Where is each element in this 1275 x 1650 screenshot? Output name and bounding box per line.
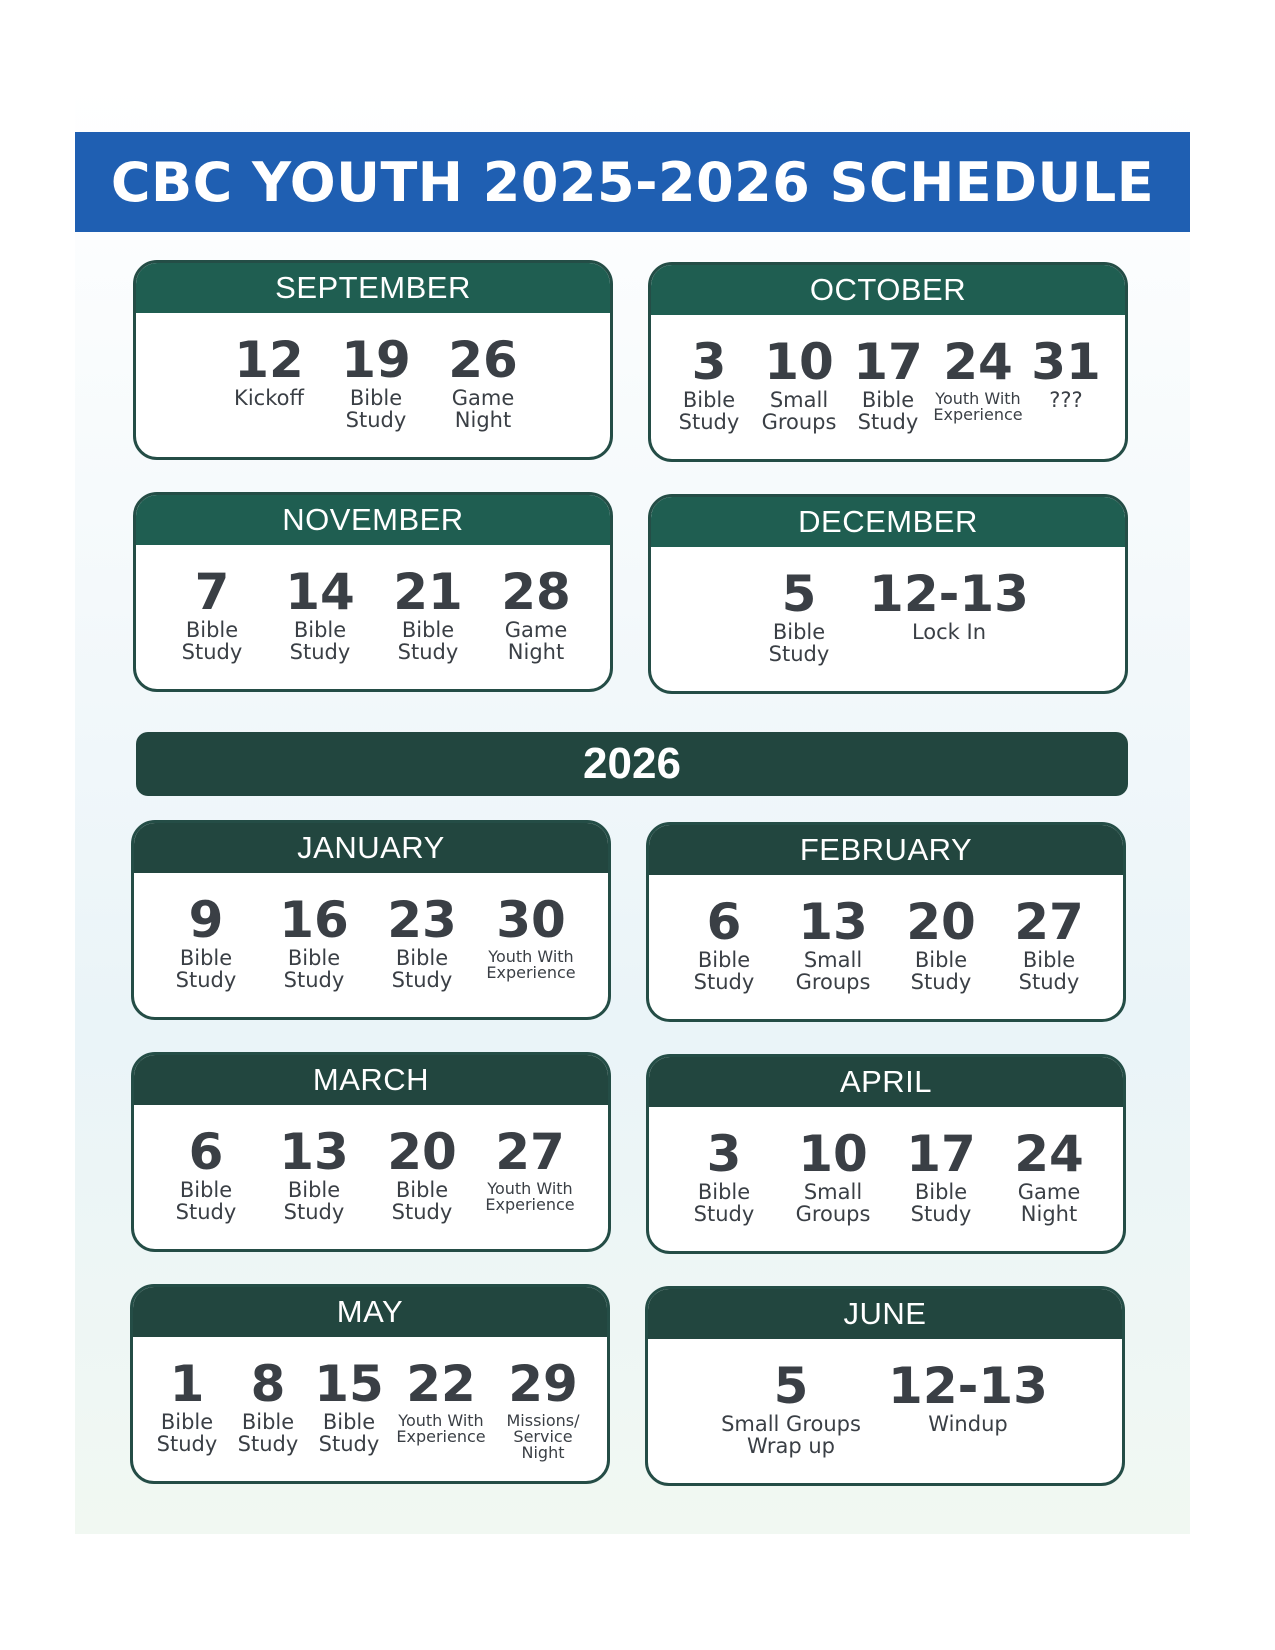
month-header: JANUARY	[134, 823, 608, 873]
event-date: 20	[387, 1123, 457, 1181]
event-date: 27	[495, 1123, 565, 1181]
event-label: ???	[1049, 388, 1083, 412]
event-date: 10	[798, 1125, 868, 1183]
event-item	[387, 1125, 457, 1223]
event-date: 17	[853, 333, 923, 391]
month-header: JUNE	[648, 1289, 1122, 1339]
event-label: Bible Study	[693, 948, 755, 994]
title-banner	[75, 132, 1190, 232]
event-date: 3	[691, 333, 727, 391]
event-date: 24	[943, 333, 1013, 391]
event-label: Youth With Experience	[485, 1179, 575, 1214]
event-date: 15	[314, 1355, 384, 1413]
month-events	[136, 545, 610, 689]
month-card-june	[645, 1286, 1125, 1486]
event-date: 22	[406, 1355, 476, 1413]
event-item	[314, 1357, 384, 1455]
event-label: Bible Study	[181, 618, 243, 664]
event-label: Bible Study	[283, 1178, 345, 1224]
event-label: Lock In	[911, 620, 987, 644]
event-label: Bible Study	[768, 620, 830, 666]
event-date: 19	[341, 331, 411, 389]
event-label: Small Groups Wrap up	[721, 1412, 861, 1458]
event-label: Bible Study	[345, 386, 407, 432]
event-date: 3	[706, 1125, 742, 1183]
event-label: Bible Study	[283, 946, 345, 992]
month-card-december	[648, 494, 1128, 694]
month-events	[649, 875, 1123, 1019]
event-item	[486, 893, 575, 981]
event-item	[769, 567, 830, 665]
event-label: Bible Study	[678, 388, 740, 434]
event-item	[796, 1127, 871, 1225]
month-card-november	[133, 492, 613, 692]
event-item	[506, 1357, 579, 1461]
event-date: 21	[393, 563, 463, 621]
event-label: Game Night	[451, 386, 515, 432]
event-date: 6	[706, 893, 742, 951]
month-events	[136, 313, 610, 457]
event-date: 26	[448, 331, 518, 389]
event-item	[933, 335, 1022, 423]
month-header: APRIL	[649, 1057, 1123, 1107]
event-item	[448, 333, 518, 431]
event-label: Bible Study	[857, 388, 919, 434]
event-item	[853, 335, 923, 433]
month-header: SEPTEMBER	[136, 263, 610, 313]
month-header: MAY	[133, 1287, 607, 1337]
month-header: DECEMBER	[651, 497, 1125, 547]
event-date: 29	[508, 1355, 578, 1413]
event-item	[1031, 335, 1101, 411]
event-label: Small Groups	[795, 1180, 871, 1226]
event-item	[906, 1127, 976, 1225]
event-date: 12	[234, 331, 304, 389]
event-label: Small Groups	[795, 948, 871, 994]
event-date: 5	[781, 565, 817, 623]
month-card-april	[646, 1054, 1126, 1254]
event-item	[279, 1125, 349, 1223]
event-label: Game Night	[504, 618, 568, 664]
event-item	[906, 895, 976, 993]
event-label: Bible Study	[693, 1180, 755, 1226]
event-label: Bible Study	[289, 618, 351, 664]
event-label: Small Groups	[761, 388, 837, 434]
month-card-january	[131, 820, 611, 1020]
month-header: MARCH	[134, 1055, 608, 1105]
event-label: Youth With Experience	[486, 947, 576, 982]
event-item	[1014, 1127, 1084, 1225]
month-events	[651, 547, 1125, 691]
event-date: 1	[169, 1355, 205, 1413]
event-date: 9	[188, 891, 224, 949]
month-header: NOVEMBER	[136, 495, 610, 545]
event-date: 31	[1031, 333, 1101, 391]
event-item	[1014, 895, 1084, 993]
month-card-october	[648, 262, 1128, 462]
event-date: 30	[496, 891, 566, 949]
event-item	[679, 335, 740, 433]
event-date: 20	[906, 893, 976, 951]
event-date: 5	[773, 1357, 809, 1415]
event-date: 14	[285, 563, 355, 621]
event-item	[341, 333, 411, 431]
event-date: 13	[279, 1123, 349, 1181]
month-card-may	[130, 1284, 610, 1484]
event-item	[176, 1125, 237, 1223]
event-item	[501, 565, 571, 663]
event-item	[285, 565, 355, 663]
event-date: 12-13	[888, 1357, 1048, 1415]
event-item	[396, 1357, 485, 1445]
event-date: 10	[764, 333, 834, 391]
event-date: 6	[188, 1123, 224, 1181]
event-item	[234, 333, 304, 409]
event-item	[762, 335, 837, 433]
event-date: 13	[798, 893, 868, 951]
month-card-march	[131, 1052, 611, 1252]
event-label: Kickoff	[234, 386, 304, 410]
event-item	[869, 567, 1029, 643]
month-header: FEBRUARY	[649, 825, 1123, 875]
event-item	[393, 565, 463, 663]
year-divider: 2026	[136, 732, 1128, 796]
event-date: 28	[501, 563, 571, 621]
event-label: Bible Study	[156, 1410, 218, 1456]
event-label: Bible Study	[175, 1178, 237, 1224]
event-label: Bible Study	[175, 946, 237, 992]
event-label: Bible Study	[391, 946, 453, 992]
page-title: CBC YOUTH 2025-2026 SCHEDULE	[110, 150, 1155, 214]
event-date: 27	[1014, 893, 1084, 951]
event-label: Youth With Experience	[933, 389, 1023, 424]
event-date: 8	[250, 1355, 286, 1413]
event-label: Youth With Experience	[396, 1411, 486, 1446]
event-date: 12-13	[869, 565, 1029, 623]
event-item	[387, 893, 457, 991]
event-date: 24	[1014, 1125, 1084, 1183]
month-events	[651, 315, 1125, 459]
event-item	[485, 1125, 574, 1213]
month-events	[134, 1105, 608, 1249]
event-label: Bible Study	[910, 948, 972, 994]
event-item	[796, 895, 871, 993]
event-item	[694, 1127, 755, 1225]
event-label: Game Night	[1017, 1180, 1081, 1226]
month-events	[134, 873, 608, 1017]
event-label: Bible Study	[237, 1410, 299, 1456]
event-date: 16	[279, 891, 349, 949]
event-item	[694, 895, 755, 993]
event-item	[157, 1357, 218, 1455]
event-label: Bible Study	[318, 1410, 380, 1456]
event-label: Bible Study	[391, 1178, 453, 1224]
month-card-february	[646, 822, 1126, 1022]
event-item	[279, 893, 349, 991]
event-item	[721, 1359, 861, 1457]
event-label: Bible Study	[1018, 948, 1080, 994]
event-label: Missions/ Service Night	[506, 1411, 580, 1462]
month-events	[133, 1337, 607, 1481]
month-card-september	[133, 260, 613, 460]
event-date: 7	[194, 563, 230, 621]
event-label: Bible Study	[910, 1180, 972, 1226]
event-item	[176, 893, 237, 991]
event-item	[182, 565, 243, 663]
event-date: 23	[387, 891, 457, 949]
month-events	[649, 1107, 1123, 1251]
event-label: Windup	[928, 1412, 1008, 1436]
event-date: 17	[906, 1125, 976, 1183]
event-item	[888, 1359, 1048, 1435]
event-item	[238, 1357, 299, 1455]
event-label: Bible Study	[397, 618, 459, 664]
month-header: OCTOBER	[651, 265, 1125, 315]
month-events	[648, 1339, 1122, 1483]
